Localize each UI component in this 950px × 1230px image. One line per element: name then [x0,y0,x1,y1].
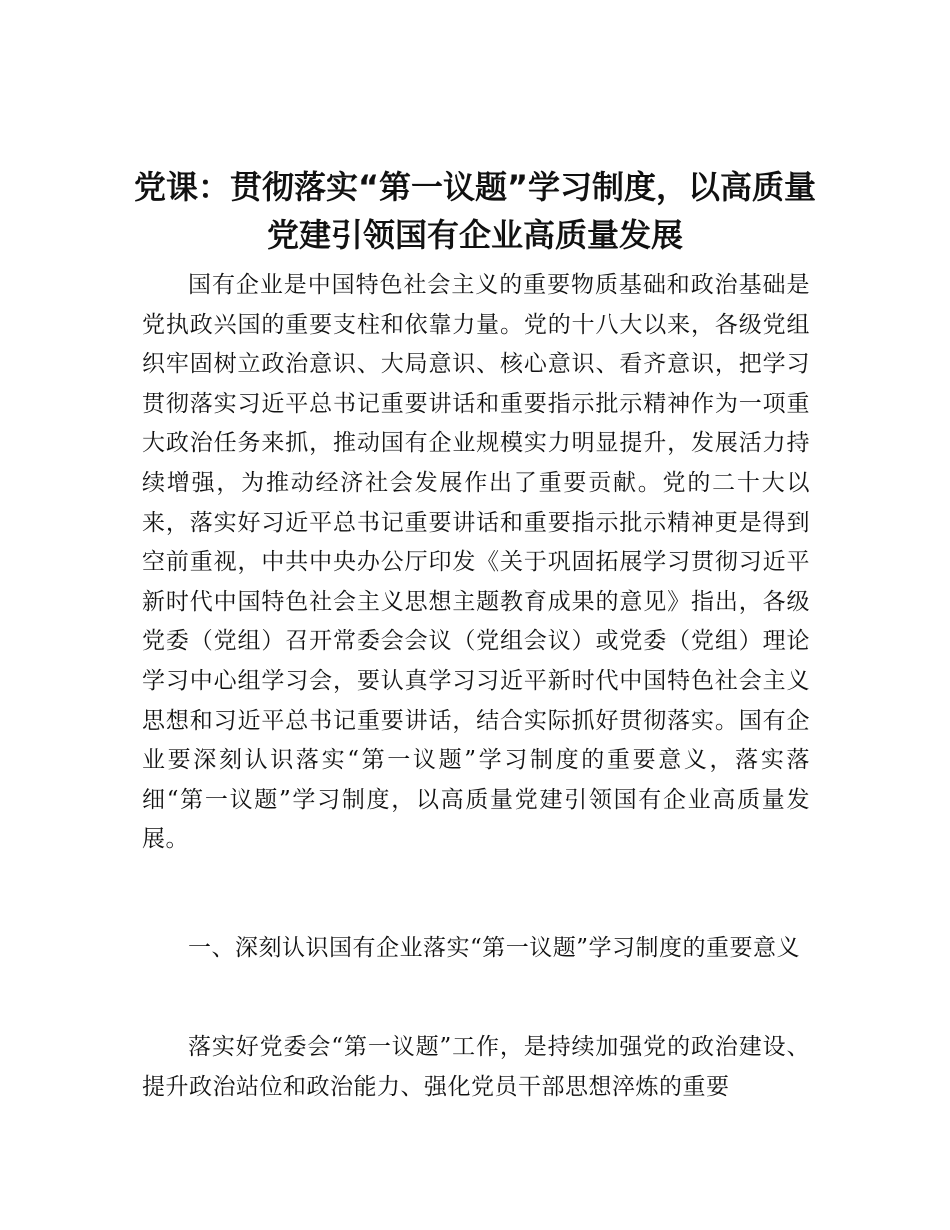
body-paragraph-intro: 国有企业是中国特色社会主义的重要物质基础和政治基础是党执政兴国的重要支柱和依靠力量。党的十八大以来，各级党组织牢固树立政治意识、大局意识、核心意识、看齐意识，把学习贯彻落实习近平总书记重要讲话和重要指示批示精神作为一项重大政治任务来抓，推动国有企业规模实力明显提升，发展活力持续增强，为推动经济社会发展作出了重要贡献。党的二十大以来，落实好习近平总书记重要讲话和重要指示批示精神更是得到空前重视，中共中央办公厅印发《关于巩固拓展学习贯彻习近平新时代中国特色社会主义思想主题教育成果的意见》指出，各级党委（党组）召开常委会会议（党组会议）或党委（党组）理论学习中心组学习会，要认真学习习近平新时代中国特色社会主义思想和习近平总书记重要讲话，结合实际抓好贯彻落实。国有企业要深刻认识落实“第一议题”学习制度的重要意义，落实落细“第一议题”学习制度，以高质量党建引领国有企业高质量发展。 [142,272,810,853]
body-paragraph-section-1: 落实好党委会“第一议题”工作，是持续加强党的政治建设、提升政治站位和政治能力、强化党员干部思想淬炼的重要 [142,1034,810,1100]
section-heading-1: 一、深刻认识国有企业落实“第一议题”学习制度的重要意义 [188,935,801,961]
document-title: 党课：贯彻落实“第一议题”学习制度，以高质量党建引领国有企业高质量发展 [133,168,817,254]
